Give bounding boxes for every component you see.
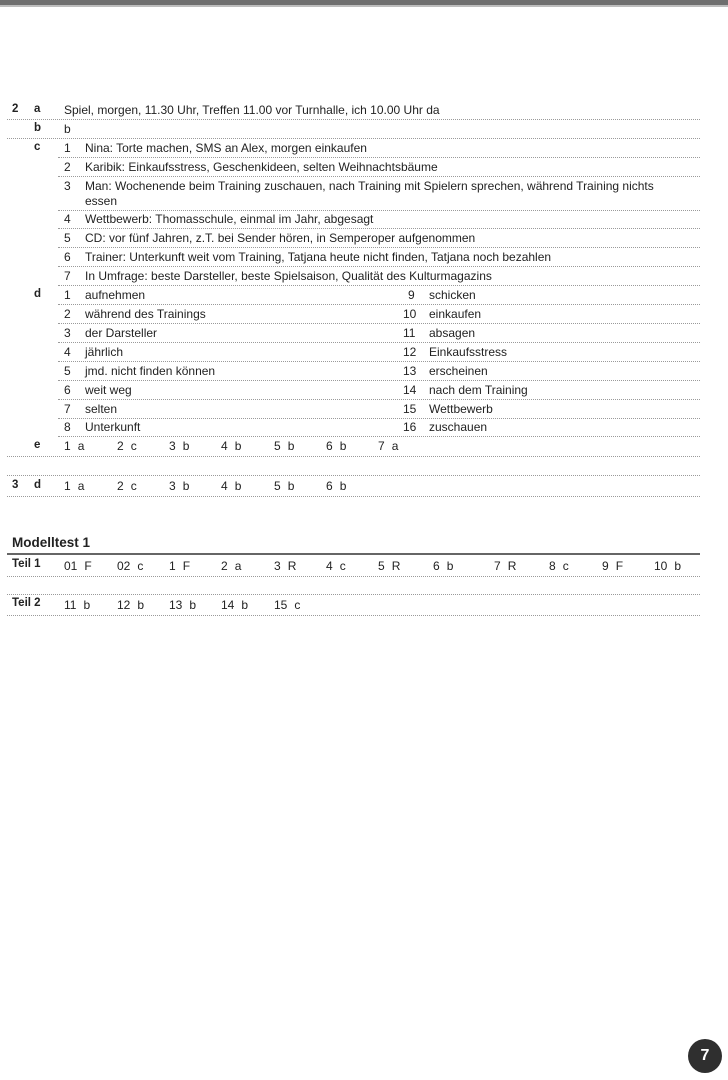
- item-number: 3: [64, 326, 71, 340]
- item-number: 6: [64, 383, 71, 397]
- answer-2d-left: weit weg: [85, 383, 132, 397]
- answer-2d-left: Unterkunft: [85, 420, 141, 434]
- item-number: 14: [403, 383, 417, 397]
- answer-2d-left: jmd. nicht finden können: [85, 364, 216, 378]
- section-heading: Modelltest 1: [12, 535, 91, 550]
- dotted-rule: [7, 475, 700, 476]
- dotted-rule: [7, 119, 700, 120]
- answer-pair: 3 R: [274, 559, 297, 573]
- dotted-rule: [58, 210, 700, 211]
- heading-rule: [7, 553, 700, 555]
- item-number: 4: [64, 212, 71, 226]
- dotted-rule: [58, 323, 700, 324]
- answer-pair: 01 F: [64, 559, 92, 573]
- answer-2d-left: aufnehmen: [85, 288, 146, 302]
- item-number: 1: [64, 288, 71, 302]
- task-label-a: a: [34, 103, 41, 115]
- item-number: 7: [64, 269, 71, 283]
- answer-pair: 2 c: [117, 439, 137, 453]
- dotted-rule: [7, 496, 700, 497]
- dotted-rule: [58, 436, 700, 437]
- answer-pair: 1 F: [169, 559, 191, 573]
- answer-pair: 02 c: [117, 559, 144, 573]
- item-number: 7: [64, 402, 71, 416]
- answer-pair: 11 b: [64, 598, 91, 612]
- answer-2d-left: der Darsteller: [85, 326, 158, 340]
- answer-pair: 9 F: [602, 559, 624, 573]
- answer-2d-right: schicken: [429, 288, 476, 302]
- dotted-rule: [7, 456, 700, 457]
- answer-2c-item: Trainer: Unterkunft weit vom Training, Tatjana heute nicht finden, Tatjana noch bezahlen: [85, 250, 552, 264]
- item-number: 16: [403, 420, 417, 434]
- dotted-rule: [58, 399, 700, 400]
- answer-pair: 8 c: [549, 559, 569, 573]
- answer-pair: 4 c: [326, 559, 346, 573]
- answer-pair: 5 b: [274, 479, 295, 493]
- dotted-rule: [58, 342, 700, 343]
- item-number: 2: [64, 160, 71, 174]
- item-number: 5: [64, 231, 71, 245]
- answer-pair: 1 a: [64, 439, 85, 453]
- answer-pair: 10 b: [654, 559, 682, 573]
- task-label-b: b: [34, 122, 42, 134]
- answer-2c-item: CD: vor fünf Jahren, z.T. bei Sender hören, in Semperoper aufgenommen: [85, 231, 476, 245]
- dotted-rule: [7, 138, 700, 139]
- top-bar-accent: [0, 5, 728, 7]
- item-number: 9: [408, 288, 415, 302]
- dotted-rule: [7, 576, 700, 577]
- answer-2d-left: während des Trainings: [85, 307, 206, 321]
- item-number: 8: [64, 420, 71, 434]
- answer-pair: 3 b: [169, 479, 190, 493]
- dotted-rule: [58, 418, 700, 419]
- answer-2c-item: Wettbewerb: Thomasschule, einmal im Jahr, abgesagt: [85, 212, 374, 226]
- dotted-rule: [7, 615, 700, 616]
- answer-2b: b: [64, 122, 71, 136]
- answer-2d-left: jährlich: [85, 345, 124, 359]
- page-number: 7: [700, 1047, 710, 1064]
- answer-pair: 4 b: [221, 479, 242, 493]
- dotted-rule: [58, 247, 700, 248]
- answer-pair: 12 b: [117, 598, 145, 612]
- answer-pair: 15 c: [274, 598, 301, 612]
- item-number: 10: [403, 307, 417, 321]
- exercise-number: 2: [12, 103, 19, 115]
- dotted-rule: [58, 285, 700, 286]
- answer-2d-left: selten: [85, 402, 118, 416]
- answer-pair: 1 a: [64, 479, 85, 493]
- task-label-c: c: [34, 141, 41, 153]
- item-number: 15: [403, 402, 417, 416]
- item-number: 11: [403, 326, 416, 340]
- answer-2a: Spiel, morgen, 11.30 Uhr, Treffen 11.00 vor Turnhalle, ich 10.00 Uhr da: [64, 103, 440, 117]
- answer-pair: 6 b: [433, 559, 454, 573]
- page-number-badge: [688, 1039, 722, 1073]
- item-number: 1: [64, 141, 71, 155]
- answer-pair: 5 b: [274, 439, 295, 453]
- dotted-rule: [58, 380, 700, 381]
- item-number: 12: [403, 345, 417, 359]
- answer-pair: 4 b: [221, 439, 242, 453]
- answer-pair: 7 a: [378, 439, 399, 453]
- task-label-e: e: [34, 439, 41, 451]
- item-number: 13: [403, 364, 417, 378]
- dotted-rule: [58, 157, 700, 158]
- answer-pair: 2 a: [221, 559, 242, 573]
- item-number: 3: [64, 179, 71, 193]
- answer-2d-right: Einkaufsstress: [429, 345, 508, 359]
- dotted-rule: [58, 361, 700, 362]
- dotted-rule: [58, 228, 700, 229]
- teil-label: Teil 1: [12, 558, 41, 570]
- dotted-rule: [58, 176, 700, 177]
- item-number: 5: [64, 364, 71, 378]
- answer-2d-right: nach dem Training: [429, 383, 528, 397]
- answer-2d-right: Wettbewerb: [429, 402, 493, 416]
- item-number: 4: [64, 345, 71, 359]
- answer-2c-item: Nina: Torte machen, SMS an Alex, morgen einkaufen: [85, 141, 367, 155]
- answer-pair: 7 R: [494, 559, 517, 573]
- dotted-rule: [7, 594, 700, 595]
- teil-label: Teil 2: [12, 597, 41, 609]
- task-label-d: d: [34, 479, 42, 491]
- answer-pair: 3 b: [169, 439, 190, 453]
- answer-2c-item-continued: essen: [85, 194, 118, 208]
- answer-2d-right: erscheinen: [429, 364, 488, 378]
- exercise-number: 3: [12, 479, 19, 491]
- item-number: 2: [64, 307, 71, 321]
- answer-2c-item: In Umfrage: beste Darsteller, beste Spielsaison, Qualität des Kulturmagazins: [85, 269, 492, 283]
- answer-pair: 2 c: [117, 479, 137, 493]
- answer-pair: 14 b: [221, 598, 249, 612]
- answer-2d-right: zuschauen: [429, 420, 488, 434]
- answer-2c-item: Man: Wochenende beim Training zuschauen, nach Training mit Spielern sprechen, während Training nichts: [85, 179, 654, 193]
- answer-2d-right: absagen: [429, 326, 476, 340]
- answer-pair: 6 b: [326, 439, 347, 453]
- task-label-d: d: [34, 288, 42, 300]
- answer-2c-item: Karibik: Einkaufsstress, Geschenkideen, selten Weihnachtsbäume: [85, 160, 438, 174]
- answer-2d-right: einkaufen: [429, 307, 482, 321]
- dotted-rule: [58, 266, 700, 267]
- answer-pair: 6 b: [326, 479, 347, 493]
- dotted-rule: [58, 304, 700, 305]
- answer-pair: 13 b: [169, 598, 197, 612]
- item-number: 6: [64, 250, 71, 264]
- answer-pair: 5 R: [378, 559, 401, 573]
